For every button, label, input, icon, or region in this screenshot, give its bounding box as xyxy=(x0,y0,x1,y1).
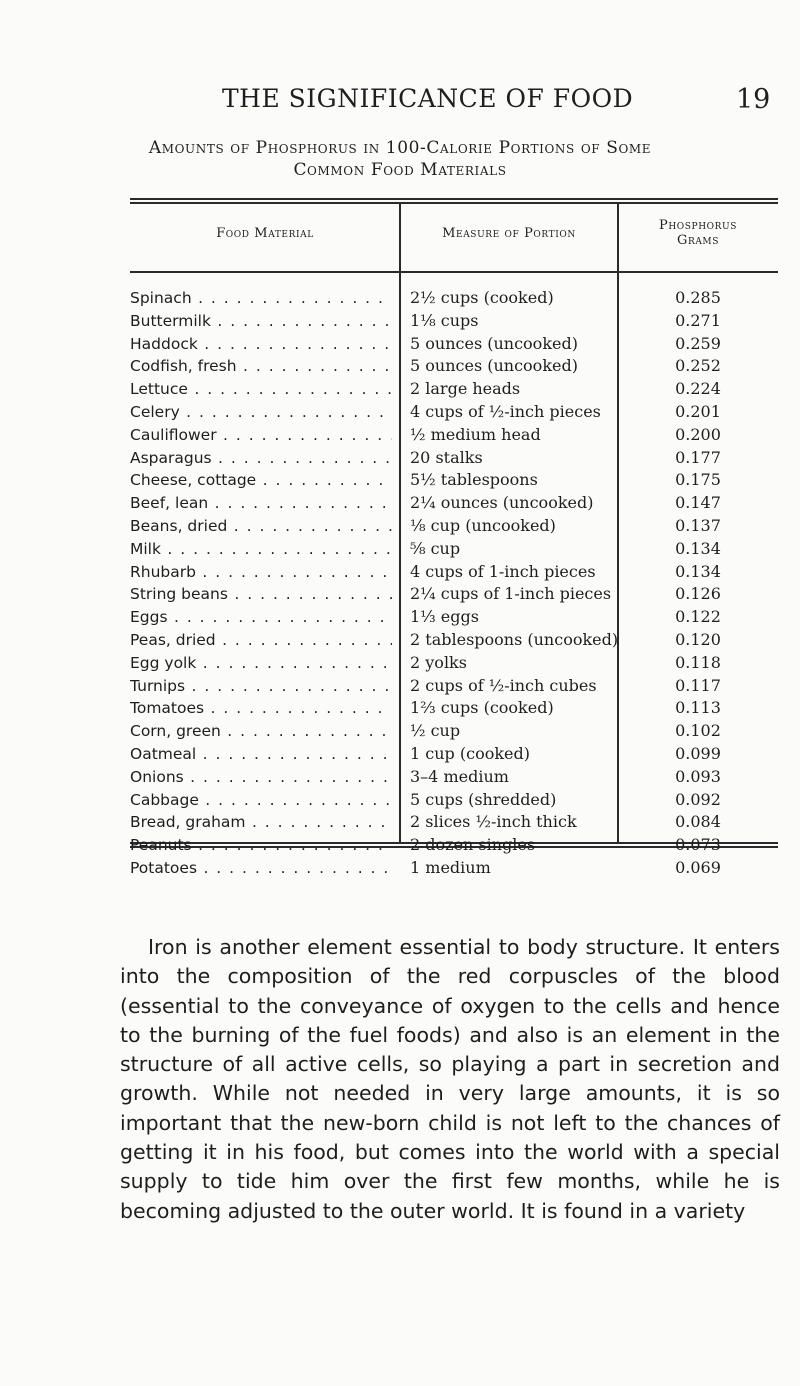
food-cell: Corn, green . . . xyxy=(130,720,392,743)
table-top-rule-inner xyxy=(130,202,778,204)
food-cell: Asparagus . . . xyxy=(130,447,392,470)
phosphorus-cell: 0.259 xyxy=(675,333,721,353)
phosphorus-cell: 0.120 xyxy=(675,629,721,649)
table-row xyxy=(0,355,800,378)
header-food-material: Food Material xyxy=(216,226,314,241)
header-phosphorus-grams xyxy=(618,218,778,248)
measure-cell: 2 slices ½-inch thick xyxy=(410,812,577,832)
food-cell: Cheese, cottage . . . xyxy=(130,469,392,492)
food-cell: Haddock . . . xyxy=(130,333,392,356)
phosphorus-cell: 0.252 xyxy=(675,356,721,376)
food-cell: Onions . . . xyxy=(130,766,392,789)
food-cell: Eggs . . . xyxy=(130,606,392,629)
food-cell: Beef, lean . . . xyxy=(130,492,392,515)
measure-cell: ½ cup xyxy=(410,721,461,741)
table-row xyxy=(0,515,800,538)
food-cell: Rhubarb . . . xyxy=(130,561,392,584)
food-cell: Egg yolk . . . xyxy=(130,652,392,675)
food-cell: Cabbage . . . xyxy=(130,789,392,812)
table-row xyxy=(0,424,800,447)
measure-cell: 5 ounces (uncooked) xyxy=(410,356,578,376)
table-row xyxy=(0,310,800,333)
measure-cell: 20 stalks xyxy=(410,447,483,467)
phosphorus-cell: 0.224 xyxy=(675,379,721,399)
phosphorus-cell: 0.084 xyxy=(675,812,721,832)
food-cell: Lettuce . . . xyxy=(130,378,392,401)
table-row xyxy=(0,675,800,698)
measure-cell: 2½ cups (cooked) xyxy=(410,288,554,307)
food-cell: Bread, graham . . . xyxy=(130,811,392,834)
table-row xyxy=(0,538,800,561)
food-cell: Celery . . . xyxy=(130,401,392,424)
measure-cell: ½ medium head xyxy=(410,424,541,444)
table-row xyxy=(0,789,800,812)
phosphorus-cell: 0.134 xyxy=(675,561,721,581)
food-cell: Potatoes . . . xyxy=(130,857,392,880)
measure-cell: 2 yolks xyxy=(410,652,467,672)
food-cell: Milk . . . xyxy=(130,538,392,561)
phosphorus-cell: 0.122 xyxy=(675,607,721,627)
running-head xyxy=(0,84,800,114)
measure-cell: 1 medium xyxy=(410,857,491,877)
phosphorus-cell: 0.099 xyxy=(675,743,721,763)
phosphorus-cell: 0.175 xyxy=(675,470,721,490)
measure-cell: 5 cups (shredded) xyxy=(410,789,557,809)
table-row xyxy=(0,720,800,743)
phosphorus-cell: 0.092 xyxy=(675,789,721,809)
phosphorus-cell: 0.093 xyxy=(675,766,721,786)
phosphorus-cell: 0.201 xyxy=(675,401,721,421)
phosphorus-cell: 0.117 xyxy=(675,675,721,695)
measure-cell: 2¼ cups of 1-inch pieces xyxy=(410,584,612,604)
page-number: 19 xyxy=(736,84,771,115)
table-row xyxy=(0,447,800,470)
table-row xyxy=(0,333,800,356)
measure-cell: 1⅔ cups (cooked) xyxy=(410,698,554,718)
measure-cell: 5 ounces (uncooked) xyxy=(410,333,578,353)
measure-cell: 5½ tablespoons xyxy=(410,470,538,490)
measure-cell: 1⅓ eggs xyxy=(410,607,479,627)
table-row xyxy=(0,811,800,834)
table-row xyxy=(0,697,800,720)
measure-cell: 2 large heads xyxy=(410,379,521,399)
phosphorus-cell: 0.118 xyxy=(675,652,721,672)
table-row xyxy=(0,606,800,629)
table-caption-line-1: Amounts of Phosphorus in 100-Calorie Portions of Some xyxy=(148,138,652,158)
measure-cell: 2 tablespoons (uncooked) xyxy=(410,629,619,649)
food-cell: Buttermilk . . . xyxy=(130,310,392,333)
phosphorus-cell: 0.285 xyxy=(675,288,721,307)
table-caption xyxy=(100,137,700,181)
food-cell: Beans, dried . . . xyxy=(130,515,392,538)
table-row xyxy=(0,401,800,424)
phosphorus-cell: 0.137 xyxy=(675,515,721,535)
table-row xyxy=(0,561,800,584)
header-measure-of-portion: Measure of Portion xyxy=(442,226,576,241)
table-caption-line-2: Common Food Materials xyxy=(293,160,507,180)
table-row xyxy=(0,583,800,606)
measure-cell: ⅛ cup (uncooked) xyxy=(410,515,556,535)
measure-cell: 3–4 medium xyxy=(410,766,509,786)
table-row xyxy=(0,629,800,652)
measure-cell: 4 cups of 1-inch pieces xyxy=(410,561,596,581)
food-cell: Tomatoes . . . xyxy=(130,697,392,720)
food-cell: Spinach . . . xyxy=(130,287,392,310)
measure-cell: 4 cups of ½-inch pieces xyxy=(410,401,601,421)
header-phosphorus-line-1: Phosphorus xyxy=(659,218,737,233)
table-body xyxy=(0,287,800,880)
food-cell: Codfish, fresh . . . xyxy=(130,355,392,378)
phosphorus-cell: 0.073 xyxy=(675,835,721,855)
phosphorus-cell: 0.200 xyxy=(675,424,721,444)
food-cell: Turnips . . . xyxy=(130,675,392,698)
phosphorus-cell: 0.147 xyxy=(675,493,721,513)
measure-cell: 1 cup (cooked) xyxy=(410,743,530,763)
phosphorus-cell: 0.113 xyxy=(675,698,721,718)
phosphorus-cell: 0.069 xyxy=(675,857,721,877)
table-row xyxy=(0,492,800,515)
measure-cell: 1⅛ cups xyxy=(410,310,479,330)
food-cell: Peanuts . . . xyxy=(130,834,392,857)
table-row xyxy=(0,287,800,310)
table-row xyxy=(0,743,800,766)
measure-cell: 2 dozen singles xyxy=(410,835,536,855)
measure-cell: 2 cups of ½-inch cubes xyxy=(410,675,597,695)
body-paragraph: Iron is another element essential to body structure. It enters into the composition of the red corpuscles of the blood (essential to the conveyance of oxygen to the cells and hence to the burning of the fuel foods) and also is an element in the structure of all active cells, so playing a part in secretion and growth. While not needed in very large amounts, it is so important that the new-born child is not left to the chances of getting it in his food, but comes into the world with a special supply to tide him over the first few months, while he is becoming adjusted to the outer world. It is found in a variety xyxy=(120,935,780,1223)
food-cell: Peas, dried . . . xyxy=(130,629,392,652)
table-row xyxy=(0,766,800,789)
phosphorus-cell: 0.126 xyxy=(675,584,721,604)
table-row xyxy=(0,469,800,492)
running-head-title: THE SIGNIFICANCE OF FOOD xyxy=(222,84,634,113)
header-phosphorus-line-2: Grams xyxy=(676,233,720,248)
food-cell: String beans . . . xyxy=(130,583,392,606)
table-row xyxy=(0,652,800,675)
phosphorus-cell: 0.271 xyxy=(675,310,721,330)
table-row xyxy=(0,857,800,880)
table-row xyxy=(0,834,800,857)
measure-cell: 2¼ ounces (uncooked) xyxy=(410,493,594,513)
table-header-rule xyxy=(130,271,778,273)
food-cell: Oatmeal . . . xyxy=(130,743,392,766)
phosphorus-cell: 0.134 xyxy=(675,538,721,558)
food-cell: Cauliflower . . . xyxy=(130,424,392,447)
phosphorus-cell: 0.177 xyxy=(675,447,721,467)
table-row xyxy=(0,378,800,401)
phosphorus-cell: 0.102 xyxy=(675,721,721,741)
measure-cell: ⅝ cup xyxy=(410,538,461,558)
table-top-rule-outer xyxy=(130,198,778,200)
